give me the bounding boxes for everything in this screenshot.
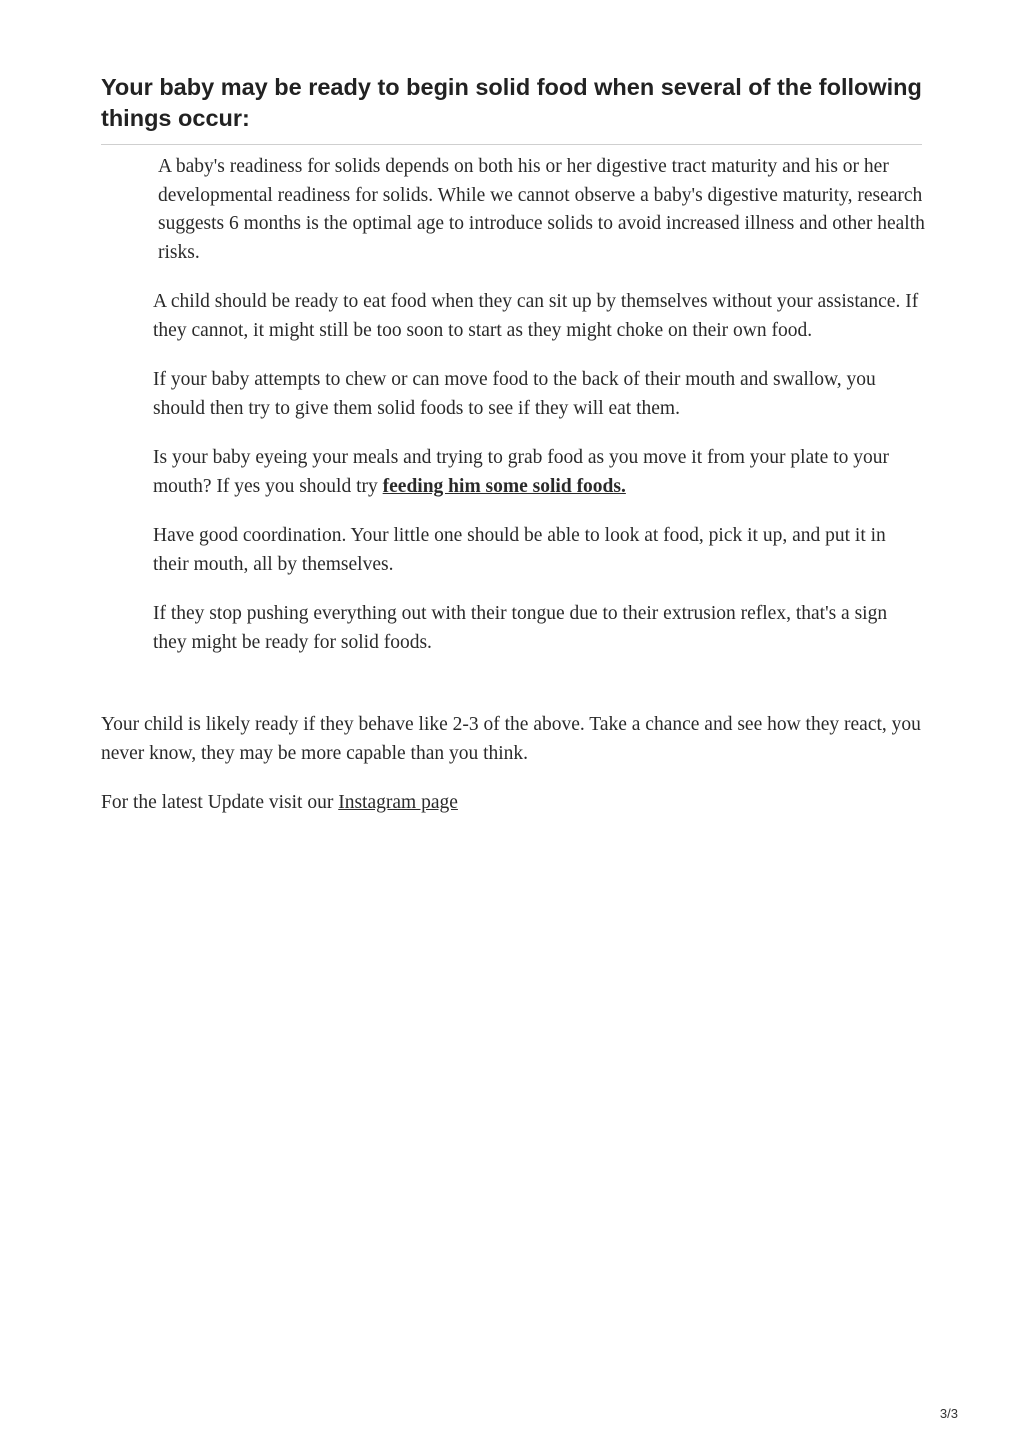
instagram-page-link[interactable]: Instagram page xyxy=(338,792,458,813)
paragraph-digestive-readiness: A baby's readiness for solids depends on both his or her digestive tract maturity and his or her developmental readiness for solids. While we cannot observe a baby's digestive maturity, research suggests 6 months is the optimal age to introduce solids to avoid increased illness and other health risks. xyxy=(158,156,925,263)
paragraph-sit-up: A child should be ready to eat food when they can sit up by themselves without your assistance. If they cannot, it might still be too soon to start as they might choke on their own food. xyxy=(153,291,919,341)
paragraph-conclusion: Your child is likely ready if they behave like 2-3 of the above. Take a chance and see how they react, you never know, they may be more capable than you think. xyxy=(101,714,921,764)
closing-section xyxy=(101,711,925,839)
feeding-solid-foods-link[interactable]: feeding him some solid foods. xyxy=(382,475,626,497)
paragraph-chew-swallow: If your baby attempts to chew or can move food to the back of their mouth and swallow, you should then try to give them solid foods to see if they will eat them. xyxy=(153,369,876,419)
readiness-signs-list xyxy=(153,153,925,678)
paragraph-eyeing-meals-text: Is your baby eyeing your meals and trying to grab food as you move it from your plate to your mouth? If yes you should try xyxy=(153,447,889,497)
paragraph-extrusion-reflex: If they stop pushing everything out with their tongue due to their extrusion reflex, that's a sign they might be ready for solid foods. xyxy=(153,603,888,653)
paragraph-update xyxy=(101,789,925,818)
paragraph-coordination: Have good coordination. Your little one should be able to look at food, pick it up, and put it in their mouth, all by themselves. xyxy=(153,525,886,575)
paragraph-eyeing-meals xyxy=(153,444,925,501)
page-heading: Your baby may be ready to begin solid food when several of the following things occur: xyxy=(101,72,922,145)
update-text: For the latest Update visit our xyxy=(101,792,339,813)
page-number: 3/3 xyxy=(939,1406,958,1421)
